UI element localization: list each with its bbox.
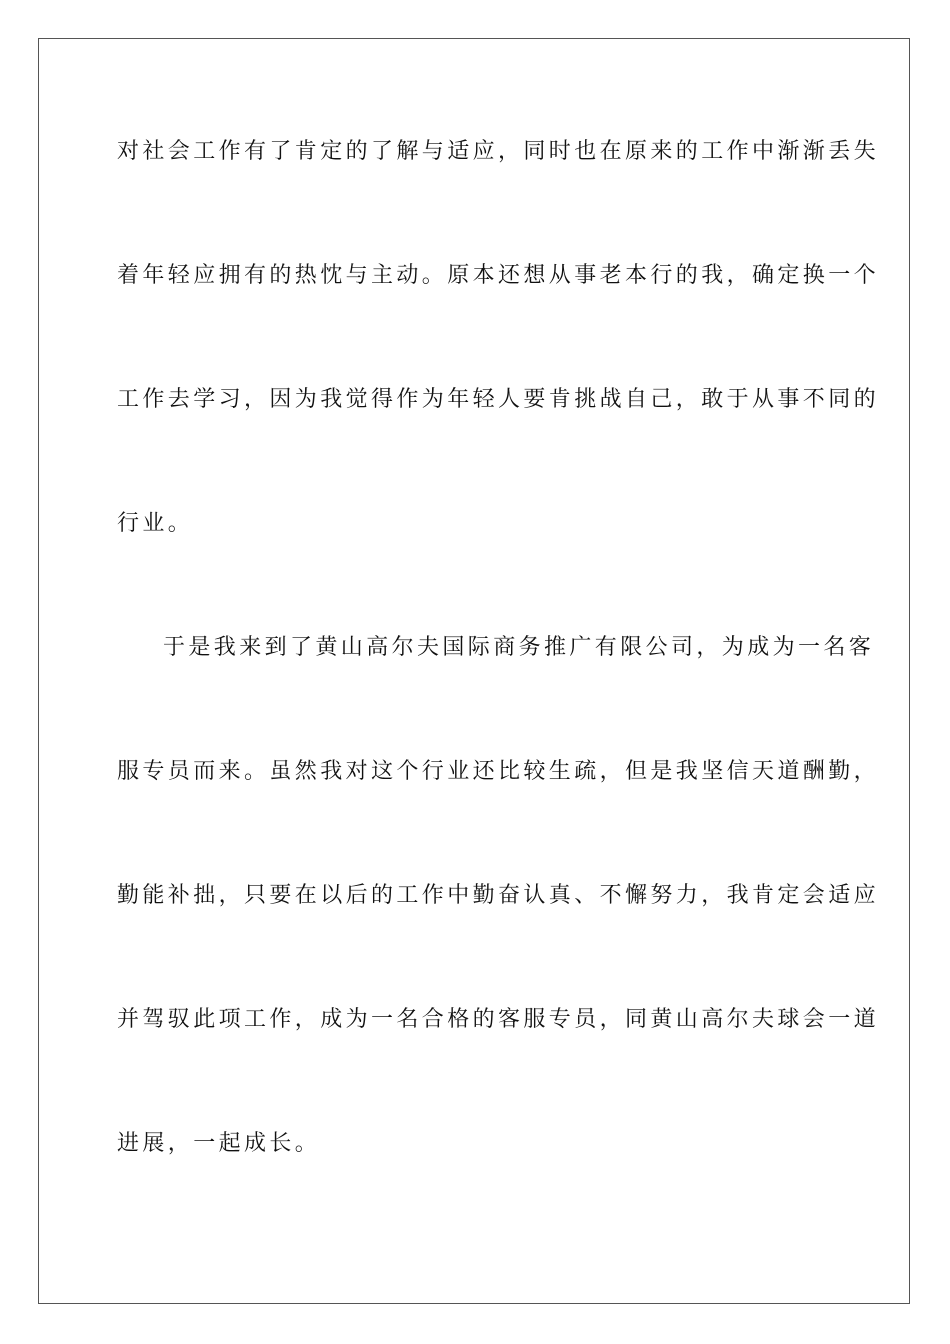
paragraph-line: 工作去学习，因为我觉得作为年轻人要肯挑战自己，敢于从事不同的 — [117, 387, 880, 412]
page-border — [38, 38, 910, 1304]
paragraph-line: 着年轻应拥有的热忱与主动。原本还想从事老本行的我，确定换一个 — [117, 263, 880, 288]
paragraph-line: 并驾驭此项工作，成为一名合格的客服专员，同黄山高尔夫球会一道 — [117, 1007, 880, 1032]
paragraph-line: 进展，一起成长。 — [117, 1131, 321, 1156]
paragraph-line: 服专员而来。虽然我对这个行业还比较生疏，但是我坚信天道酬勤， — [117, 759, 880, 784]
paragraph-line: 勤能补拙，只要在以后的工作中勤奋认真、不懈努力，我肯定会适应 — [117, 883, 880, 908]
paragraph-line: 行业。 — [117, 511, 194, 536]
paragraph-line: 对社会工作有了肯定的了解与适应，同时也在原来的工作中渐渐丢失 — [117, 139, 880, 164]
paragraph-line: 于是我来到了黄山高尔夫国际商务推广有限公司，为成为一名客 — [163, 635, 875, 660]
